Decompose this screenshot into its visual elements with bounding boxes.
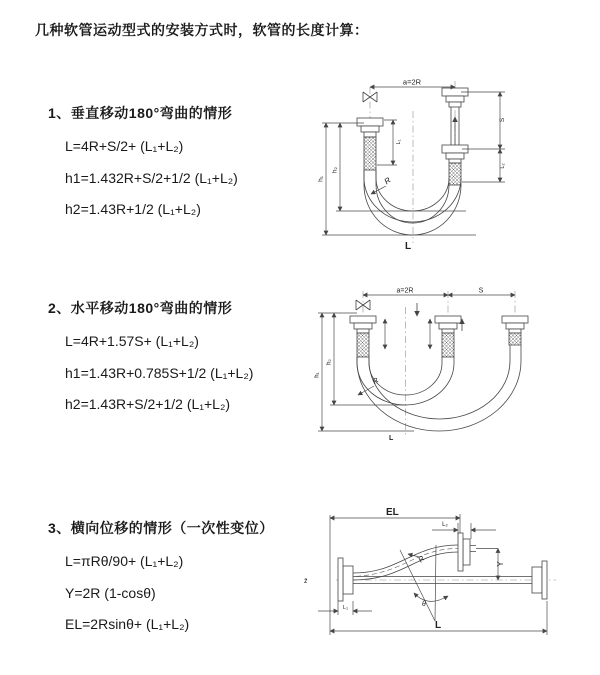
formula: Y=2R (1-cosθ) — [65, 584, 156, 601]
right-fitting — [442, 88, 468, 185]
section-1-formulas — [65, 131, 238, 226]
section-2-formulas — [65, 326, 253, 421]
formula: h2=1.43R+1/2 (L₁+L₂) — [65, 201, 201, 217]
length-label: L — [405, 241, 412, 252]
hose-curves — [364, 170, 461, 235]
radius-label: R — [382, 175, 393, 187]
dim-label-s: S — [478, 287, 484, 295]
formula: h2=1.43R+S/2+1/2 (L₁+L₂) — [65, 396, 231, 412]
dim-label-el: EL — [386, 507, 399, 518]
formula: L=πRθ/90+ (L₁+L₂) — [65, 553, 184, 569]
lower-pipe — [338, 558, 547, 601]
section-vertical-movement — [48, 103, 238, 226]
dim-label-a2r: a=2R — [396, 287, 414, 295]
section-3-formulas — [65, 546, 274, 641]
diagram-lateral-displacement — [300, 503, 585, 643]
dim-label-l1: L₁ — [396, 139, 402, 145]
right-fitting — [502, 316, 528, 345]
left-fitting — [350, 316, 376, 357]
formula: EL=2Rsinθ+ (L₁+L₂) — [65, 616, 190, 632]
page-title: 几种软管运动型式的安装方式时，软管的长度计算： — [35, 22, 369, 38]
radius-label: R — [416, 553, 427, 565]
section-lateral-displacement — [48, 518, 274, 641]
dim-label-h1: h₁ — [314, 372, 321, 378]
dim-label-y: Y — [496, 561, 505, 567]
diagram-vertical-180-bend — [310, 75, 555, 260]
centerline-mark: z̄ — [304, 578, 308, 585]
theta-label: θ — [422, 601, 426, 608]
diagram-horizontal-180-bend — [310, 283, 565, 445]
centerlines — [363, 291, 515, 435]
formula: L=4R+1.57S+ (L₁+L₂) — [65, 333, 199, 349]
centerlines — [370, 81, 455, 243]
section-3-heading: 3、横向位移的情形（一次性变位） — [48, 520, 274, 536]
dimensions — [318, 78, 507, 253]
dim-label-a2r: a=2R — [402, 77, 422, 87]
dim-label-s: S — [499, 117, 506, 123]
formula: h1=1.43R+0.785S+1/2 (L₁+L₂) — [65, 364, 254, 381]
length-label: L — [389, 435, 394, 442]
formula: L=4R+S/2+ (L₁+L₂) — [65, 138, 184, 154]
dim-label-l2: L₂ — [500, 163, 506, 169]
angle-construction — [400, 545, 448, 621]
middle-fitting — [435, 316, 461, 357]
dim-label-h1: h₁ — [317, 176, 325, 182]
upper-hose — [353, 533, 498, 580]
formula: h1=1.432R+S/2+1/2 (L₁+L₂) — [65, 169, 238, 186]
dim-label-l1: L₁ — [343, 605, 348, 611]
left-fitting — [357, 118, 383, 170]
dim-label-h2: h₂ — [331, 166, 339, 174]
dim-label-h2: h₂ — [326, 359, 333, 365]
radius-label: R — [370, 375, 381, 387]
section-2-heading: 2、水平移动180°弯曲的情形 — [48, 300, 233, 316]
hose-curves — [357, 345, 521, 431]
length-label: L — [435, 620, 442, 631]
dim-label-l2: L₂ — [442, 522, 448, 528]
section-1-heading: 1、垂直移动180°弯曲的情形 — [48, 105, 233, 121]
section-horizontal-movement — [48, 298, 253, 421]
